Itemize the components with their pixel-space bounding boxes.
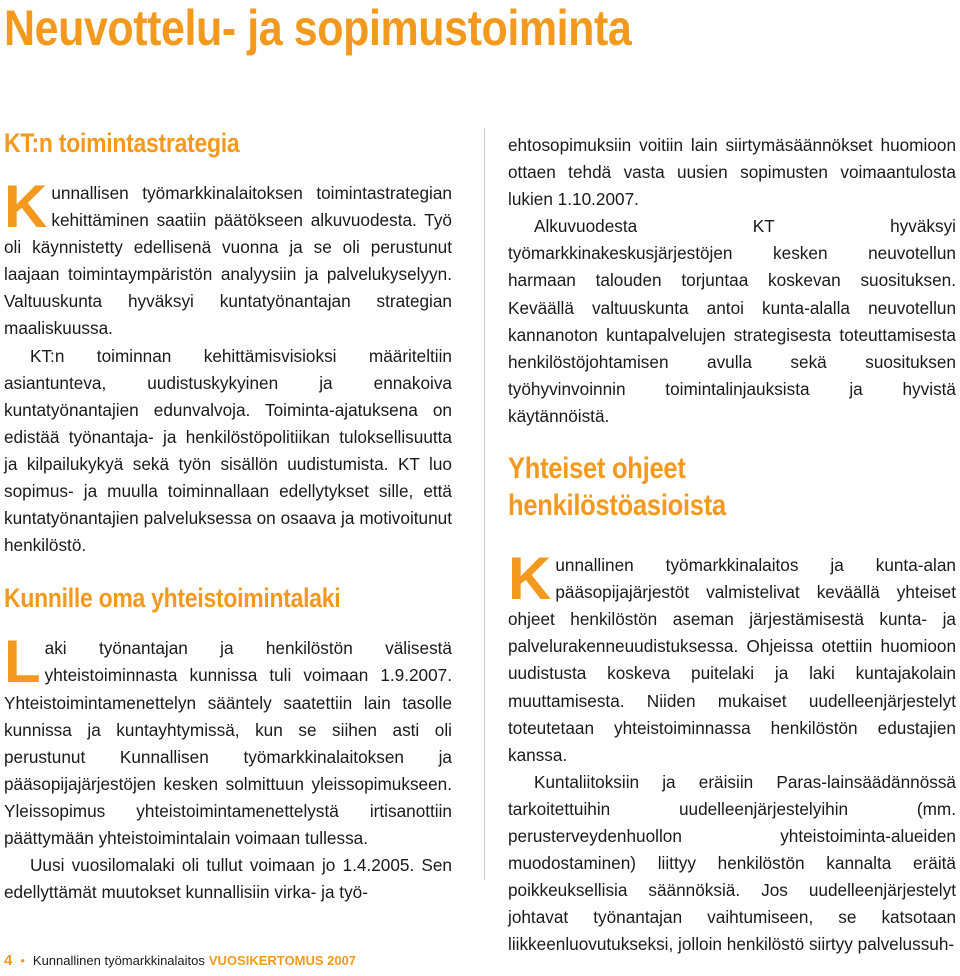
column-divider: [484, 128, 485, 880]
paragraph: [4, 173, 452, 343]
drop-cap: K: [508, 545, 552, 613]
paragraph: Kuntaliitoksiin ja eräisiin Paras-lainsäädännössä tarkoitettuihin uudelleenjärjestelyihin (mm. perusterveydenhuollon yhteistoiminta-alueiden muodostaminen) liittyy henkilöstön kannalta eräitä poikkeuksellisia säännöksiä. Jos uudelleenjärjestelyt johtavat työnantajan vaihtumiseen, se katsotaan liikkeenluovutukseksi, jolloin henkilöstö siirtyy palvelussuh-: [508, 771, 956, 955]
paragraph: KT:n toiminnan kehittämisvisioksi määriteltiin asiantunteva, uudistuskykyinen ja ennakoiva kuntatyönantajien edunvalvoja. Toiminta-ajatuksena on edistää työnantaja- ja henkilöstöpolitiikan tuloksellisuutta ja kilpailukykyä sekä työn sisällön uudistumista. KT luo sopimus- ja muulla toiminnallaan edellytykset sille, että kuntatyönantajien palveluksessa on osaava ja motivoitunut henkilöstö.: [4, 345, 452, 556]
drop-cap: L: [4, 628, 41, 696]
right-column: [508, 132, 956, 958]
heading-line: henkilöstöasioista: [508, 489, 726, 523]
heading-line: Yhteiset ohjeet: [508, 452, 686, 486]
section-heading-joint-guidelines: [508, 450, 889, 524]
page-title: Neuvottelu- ja sopimustoiminta: [4, 0, 632, 56]
paragraph-text: aki työnantajan ja henkilöstön välisestä yhteistoiminnasta kunnissa tuli voimaan 1.9.2007. Yhteistoimintamenettelyn sääntely saatettiin lain tasolle kunnissa ja kuntayhtymissä, kun se siihen asti oli perustunut Kunnallisen työmarkkinalaitoksen ja pääsopijajärjestöjen kesken solmittuun yleissopimukseen. Yleissopimus yhteistoimintamenettelystä irtisanottiin päättymään yhteistoimintalain voimaan tullessa.: [4, 638, 452, 848]
drop-cap: K: [4, 173, 48, 240]
report-title: VUOSIKERTOMUS 2007: [208, 953, 357, 968]
paragraph-text: unnallisen työmarkkinalaitoksen toimintastrategian kehittäminen saatiin päätökseen alkuvuodesta. Työ oli käynnistetty edellisenä vuonna ja se oli perustunut laajaan toimintaympäristön analyysiin ja palvelukyselyyn. Valtuuskunta hyväksyi kuntatyönantajan strategian maaliskuussa.: [4, 183, 452, 339]
paragraph: [4, 628, 452, 852]
paragraph-text: unnallinen työmarkkinalaitos ja kunta-alan pääsopijajärjestöt valmistelivat keväällä yhteiset ohjeet henkilöstön aseman järjestämisestä kunta- ja palvelurakenneuudistuksessa. Ohjeissa otettiin huomioon uudistusta koskeva puitelaki ja laki kuntajakolain muuttamisesta. Niiden mukaiset uudelleenjärjestelyt toteutetaan yhteistoiminnassa henkilöstön edustajien kanssa.: [508, 555, 956, 765]
paragraph: Uusi vuosilomalaki oli tullut voimaan jo 1.4.2005. Sen edellyttämät muutokset kunnallisiin virka- ja työ-: [4, 855, 452, 903]
paragraph: ehtosopimuksiin voitiin lain siirtymäsäännökset huomioon ottaen tehdä vasta uusien sopimusten voimaantulosta lukien 1.10.2007.: [508, 135, 956, 210]
page-footer: [4, 953, 356, 969]
left-column: [4, 128, 452, 906]
paragraph: [508, 545, 956, 769]
section-heading-strategy: KT:n toimintastrategia: [4, 128, 240, 158]
section-heading-cooperation-act: Kunnille oma yhteistoimintalaki: [4, 583, 341, 614]
publisher-name: Kunnallinen työmarkkinalaitos: [32, 953, 205, 968]
page-number: 4: [4, 952, 13, 969]
paragraph: Alkuvuodesta KT hyväksyi työmarkkinakeskusjärjestöjen kesken neuvotellun harmaan talouden torjuntaa koskevan suosituksen. Keväällä valtuuskunta antoi kunta-alalla neuvotellun kannanoton kuntapalvelujen strategisesta toteuttamisesta henkilöstöjohtamisen avulla sekä suosituksen työhyvinvoinnin toimintalinjauksista ja hyvistä käytännöistä.: [508, 216, 956, 426]
bullet-separator: •: [20, 953, 25, 968]
